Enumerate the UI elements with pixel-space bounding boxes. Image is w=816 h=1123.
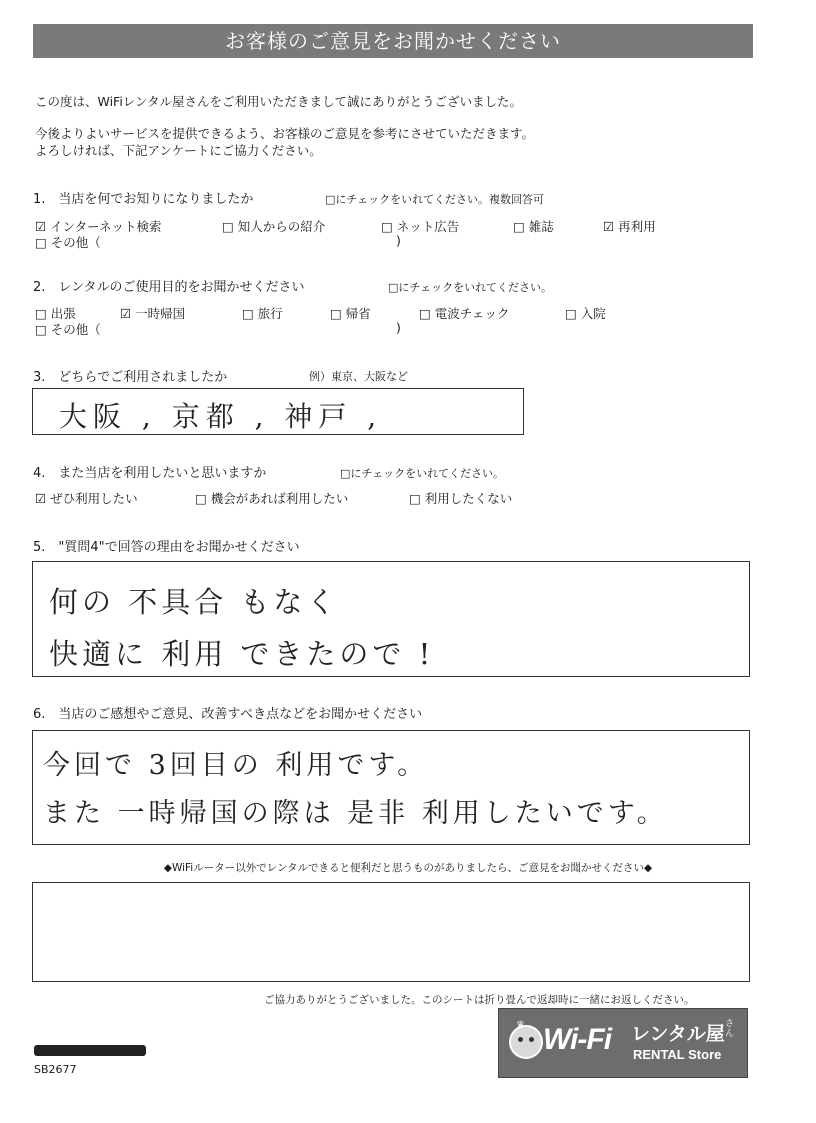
q2-option-business[interactable]: □ 出張 (35, 306, 76, 321)
q5-handwritten-line-2: 快適に 利用 できたので ! (49, 637, 435, 671)
q3-title: 3. どちらでご利用されましたか (33, 370, 228, 385)
logo-wifi-text: Wi-Fi (543, 1023, 612, 1056)
logo-jp-text: レンタル屋 (631, 1023, 725, 1045)
q6-title: 6. 当店のご感想やご意見、改善すべき点などをお聞かせください (33, 707, 423, 722)
q5-handwritten-line-1: 何の 不具合 もなく (49, 585, 340, 619)
q5-title: 5. "質問4"で回答の理由をお聞かせください (33, 540, 300, 555)
q4-option-definitely[interactable]: ☑ ぜひ利用したい (35, 491, 138, 506)
q2-other-close: ) (396, 320, 401, 335)
q2-option-other[interactable]: □ その他（ (35, 322, 101, 337)
footer-thanks: ご協力ありがとうございました。このシートは折り畳んで返却時に一緒にお返しください。 (264, 994, 695, 1006)
q1-note: □にチェックをいれてください。複数回答可 (325, 193, 545, 206)
form-title: お客様のご意見をお聞かせください (33, 24, 753, 58)
q1-option-internet[interactable]: ☑ インターネット検索 (35, 219, 162, 234)
q1-option-magazine[interactable]: □ 雑誌 (513, 219, 554, 234)
q4-title: 4. また当店を利用したいと思いますか (33, 466, 267, 481)
q3-answer-box[interactable] (32, 388, 524, 435)
q2-option-signal-check[interactable]: □ 電波チェック (419, 306, 510, 321)
q2-option-homecoming[interactable]: □ 帰省 (330, 306, 371, 321)
sheet-code: SB2677 (34, 1063, 77, 1076)
q1-option-reuse[interactable]: ☑ 再利用 (603, 219, 656, 234)
q1-other-close: ) (396, 233, 401, 248)
q4-note: □にチェックをいれてください。 (340, 467, 505, 480)
logo-en-text: RENTAL Store (633, 1047, 722, 1062)
q1-title: 1. 当店を何でお知りになりましたか (33, 192, 254, 207)
q1-option-referral[interactable]: □ 知人からの紹介 (222, 219, 326, 234)
logo-san-text: さん (725, 1019, 735, 1039)
q1-option-net-ad[interactable]: □ ネット広告 (381, 219, 460, 234)
q4-option-no[interactable]: □ 利用したくない (409, 491, 513, 506)
q6-answer-box[interactable] (32, 730, 750, 845)
store-logo (498, 1008, 748, 1078)
q2-option-travel[interactable]: □ 旅行 (242, 306, 283, 321)
q2-note: □にチェックをいれてください。 (388, 281, 553, 294)
q2-option-temp-return[interactable]: ☑ 一時帰国 (120, 306, 186, 321)
intro-line-2: 今後よりよいサービスを提供できるよう、お客様のご意見を参考にさせていただきます。 (35, 126, 535, 141)
q7-answer-box[interactable] (32, 882, 750, 982)
q1-option-other[interactable]: □ その他（ (35, 235, 101, 250)
q2-title: 2. レンタルのご使用目的をお聞かせください (33, 280, 305, 295)
q2-option-hospital[interactable]: □ 入院 (565, 306, 606, 321)
q3-handwritten-answer: 大阪 , 京都 , 神戸 , (59, 400, 383, 433)
redaction-mark (34, 1045, 146, 1056)
q3-example: 例）東京、大阪など (309, 370, 408, 383)
q4-option-if-chance[interactable]: □ 機会があれば利用したい (195, 491, 349, 506)
mascot-icon: ♛ (509, 1025, 543, 1059)
q6-handwritten-line-2: また 一時帰国の際は 是非 利用したいです。 (43, 798, 668, 829)
q5-answer-box[interactable] (32, 561, 750, 677)
q6-handwritten-line-1: 今回で 3回目の 利用です。 (43, 750, 429, 781)
q7-title: ◆WiFiルーター以外でレンタルできると便利だと思うものがありましたら、ご意見をお聞かせください◆ (163, 862, 653, 874)
intro-line-3: よろしければ、下記アンケートにご協力ください。 (35, 143, 322, 158)
intro-line-1: この度は、WiFiレンタル屋さんをご利用いただきまして誠にありがとうございました。 (35, 94, 523, 109)
